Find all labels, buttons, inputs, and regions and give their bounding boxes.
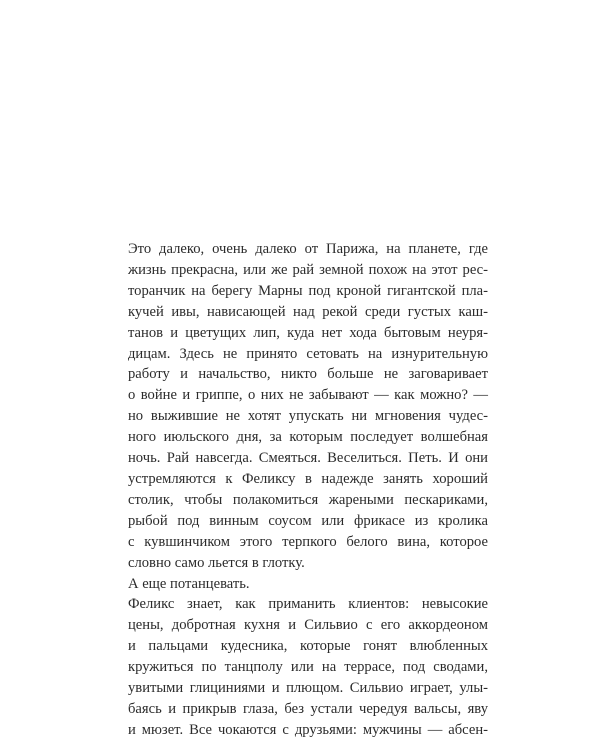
text-line: торанчик на берегу Марны под кроной гигантской пла- — [128, 282, 488, 299]
text-line: Это далеко, очень далеко от Парижа, на планете, где — [128, 241, 488, 257]
paragraph-1 — [110, 239, 488, 574]
text-line: жизнь прекрасна, или же рай земной похож на этот рес- — [128, 261, 488, 278]
text-line: А еще потанцевать. — [128, 575, 250, 592]
text-line: с кувшинчиком этого терпкого белого вина, которое — [128, 533, 488, 550]
body-text — [110, 239, 488, 741]
text-line: цены, добротная кухня и Сильвио с его аккордеоном — [128, 617, 488, 634]
text-line: устремляются к Феликсу в надежде занять хороший — [128, 470, 488, 487]
text-line: и мюзет. Все чокаются с друзьями: мужчины — абсен- — [128, 721, 488, 738]
text-line: дицам. Здесь не принято сетовать на изнурительную — [128, 345, 488, 362]
text-line: словно само льется в глотку. — [128, 554, 305, 571]
text-line: о войне и гриппе, о них не забывают — как можно? — — [128, 387, 488, 404]
text-line: баясь и прикрыв глаза, без устали чередуя вальсы, яву — [128, 700, 488, 717]
text-line: столик, чтобы полакомиться жареными пескариками, — [128, 491, 488, 508]
text-line: Феликс знает, как приманить клиентов: невысокие — [128, 596, 488, 613]
text-line: кучей ивы, нависающей над рекой среди густых каш- — [128, 303, 488, 320]
text-line: ного июльского дня, за которым последует волшебная — [128, 429, 488, 446]
text-line: рыбой под винным соусом или фрикасе из кролика — [128, 512, 488, 529]
text-line: ночь. Рай навсегда. Смеяться. Веселиться. Петь. И они — [128, 450, 488, 467]
text-line: и пальцами кудесника, которые гонят влюбленных — [128, 638, 488, 655]
paragraph-2 — [110, 574, 488, 595]
text-line: кружиться по танцполу или на террасе, под сводами, — [128, 659, 488, 676]
text-line: увитыми глициниями и плющом. Сильвио играет, улы- — [128, 680, 488, 697]
paragraph-3 — [110, 594, 488, 740]
text-line: танов и цветущих лип, куда нет хода бытовым неуря- — [128, 324, 488, 341]
text-line: но выжившие не хотят упускать ни мгновения чудес- — [128, 408, 488, 425]
text-line: работу и начальство, никто больше не заговаривает — [128, 366, 488, 383]
